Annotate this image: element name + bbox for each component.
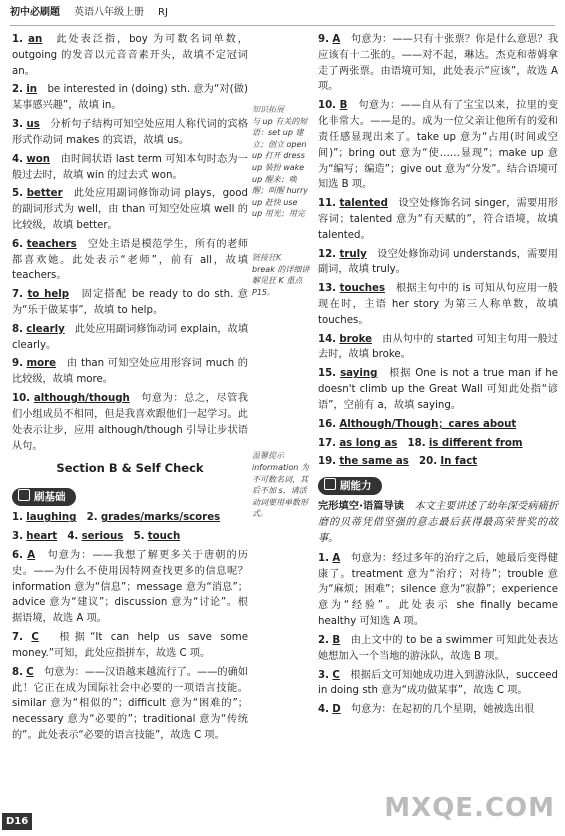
- answer-entry: [12, 82, 248, 114]
- entry-answer: teachers: [26, 238, 77, 250]
- entry-answer: better: [26, 188, 63, 200]
- answer-entry: [318, 668, 558, 700]
- answer-entry: [12, 665, 248, 744]
- entry-explanation: 句意为：——我想了解更多关于唐朝的历史。——为什么不使用因特网查找更多的信息呢？information 意为“信息”；message 意为“消息”；advice 意为“建议”；discussion 意为“讨论”。根据语境，故选 A 项。: [12, 550, 248, 625]
- entry-answer: an: [28, 34, 43, 45]
- entry-explanation: 句意为：在起初的几个星期，她被选出很: [350, 704, 535, 716]
- right-column: [318, 32, 558, 721]
- entry-number: 7.: [12, 632, 23, 644]
- entry-answer: A: [27, 550, 36, 562]
- short-answer-row: [318, 436, 558, 452]
- entry-explanation: 由时间状语 last term 可知本句时态为一般过去时，故填 win 的过去式 won。: [12, 153, 248, 181]
- entry-answer: is different from: [428, 437, 523, 449]
- answer-entry: [318, 702, 558, 718]
- section-title: Section B & Self Check: [56, 461, 204, 476]
- entry-number: 9.: [12, 358, 23, 370]
- entry-number: 6.: [12, 238, 23, 250]
- entry-answer: touch: [147, 531, 181, 543]
- entry-number: 7.: [12, 289, 23, 301]
- page-header: [10, 4, 555, 22]
- entry-number: 20.: [419, 456, 438, 468]
- book-title: 初中必刷题: [10, 7, 60, 19]
- entry-answer: broke: [339, 333, 373, 345]
- answer-entry: [12, 356, 248, 388]
- entry-answer: truly: [339, 248, 367, 260]
- entry-answer: Although/Though；cares about: [339, 418, 517, 430]
- answer-entry: [12, 32, 248, 79]
- answer-entry: [318, 247, 558, 279]
- entry-number: 13.: [318, 283, 337, 295]
- book-edition: RJ: [158, 7, 168, 19]
- entry-number: 19.: [318, 456, 337, 468]
- entry-number: 16.: [318, 418, 337, 430]
- entry-explanation: 根据后文可知她成功进入到游泳队，succeed in doing sth 意为“成功做某事”，故选 C 项。: [318, 669, 559, 697]
- book-subject: 英语八年级上册: [74, 7, 144, 19]
- tip-expand-body: 与 up 有关的短语：set up 建立；创立 open up 打开 dress up 装扮 wake up 醒来；唤醒；叫醒 hurry up 赶快 use up 用光；用完: [252, 116, 308, 219]
- short-answer-row: [12, 529, 248, 545]
- entry-answer: talented: [339, 198, 388, 210]
- entry-number: 2.: [318, 634, 329, 646]
- answer-entry: [318, 196, 558, 243]
- entry-answer: as long as: [339, 437, 398, 449]
- entry-number: 3.: [318, 669, 329, 681]
- tag-label: 刷基础: [34, 491, 66, 504]
- tip-expand-head: 知识拓展: [252, 105, 284, 114]
- entry-number: 1.: [318, 552, 329, 564]
- answer-entry: [318, 332, 558, 364]
- pen-icon: [324, 478, 336, 490]
- tip-link-body: break 的详细讲解见狂 K 重点 P15。: [252, 264, 310, 297]
- page-number: D16: [2, 813, 32, 831]
- entry-answer: touches: [339, 283, 386, 295]
- entry-explanation: 句意为：——只有十张票？你是什么意思？我应该有十二张的。——对不起，琳达。杰克和蒂姆拿走了两张票。由语境可知，此处表示“应该”，故选 A 项。: [318, 34, 559, 93]
- answer-entry: [12, 186, 248, 233]
- entry-explanation: 句意为：总之，尽管我们小组成员不相同，但是我喜欢跟他们一起学习。此处表示让步，应用 although/though 引导让步状语从句。: [12, 393, 248, 452]
- tip-warm-body: information 为不可数名词，其后不加 s，请活动词要用单数形式。: [252, 462, 309, 519]
- entry-answer: A: [332, 34, 341, 45]
- entry-answer: B: [339, 100, 348, 112]
- entry-number: 15.: [318, 368, 337, 380]
- entry-answer: more: [26, 358, 57, 370]
- entry-answer: although/though: [33, 393, 130, 405]
- entry-number: 8.: [12, 666, 23, 678]
- entry-explanation: 此处应用副词修饰动词 plays，good 的副词形式为 well，由 than 可知空处应填 well 的比较级，故填 better。: [12, 188, 248, 231]
- entry-explanation: 由从句中的 started 可知主句用一般过去时，故填 broke。: [318, 333, 558, 361]
- entry-number: 14.: [318, 333, 337, 345]
- entry-answer: clearly: [26, 323, 65, 335]
- entry-explanation: 空处主语是模范学生，所有的老师都喜欢她。此处表示“老师”，前有 all，故填 teachers。: [12, 238, 249, 282]
- answer-entry: [12, 152, 248, 184]
- answer-entry: [12, 391, 248, 454]
- answer-entry: [12, 322, 248, 354]
- tip-link-head: 链接狂K: [252, 252, 282, 262]
- entry-number: 4.: [318, 704, 329, 716]
- answer-entry: [318, 98, 558, 193]
- entry-answer: serious: [81, 531, 124, 543]
- answer-entry: [318, 281, 558, 328]
- entry-number: 5.: [133, 531, 145, 543]
- entry-answer: grades/marks/scores: [100, 512, 221, 524]
- entry-answer: saying: [340, 368, 378, 380]
- watermark: MXQE.COM: [384, 792, 555, 823]
- answer-entry: [12, 630, 248, 662]
- short-answer-row: [318, 454, 558, 470]
- header-divider: [10, 25, 555, 26]
- tip-warm-head: 温馨提示: [252, 451, 284, 461]
- entry-number: 3.: [12, 531, 23, 543]
- entry-explanation: be interested in (doing) sth. 意为“对(做)某事感兴趣”，故填 in。: [12, 84, 248, 112]
- entry-answer: us: [26, 119, 40, 131]
- entry-answer: in: [26, 84, 38, 96]
- entry-explanation: 句意为：——自从有了宝宝以来，拉里的变化非常大。——是的。成为一位父亲让他所有的爱和责任感显现出来了。take up 意为“占用(时间或空间)”；bring out 意为“使……显现”；make up 意为“编写；编造”；give out 意为“分发”。结合语境可知选 B 项。: [318, 100, 559, 191]
- entry-answer: to help: [27, 289, 70, 301]
- entry-explanation: 由上文中的 to be a swimmer 可知此处表达她想加入一个当地的游泳队，故选 B 项。: [318, 634, 559, 662]
- entry-answer: C: [26, 666, 34, 678]
- entry-answer: laughing: [26, 512, 77, 524]
- entry-explanation: 句意为：经过多年的治疗之后，她最后变得健康了。treatment 意为“治疗；对待”；trouble 意为“麻烦；困难”；silence 意为“寂静”；experience 意为“经验”。此处表示 she finally became healthy 可知选 A 项。: [318, 552, 558, 628]
- entry-explanation: 固定搭配 be ready to do sth. 意为“乐于做某事”，故填 to help。: [12, 289, 248, 316]
- entry-number: 6.: [12, 550, 23, 562]
- entry-explanation: 根据 One is not a true man if he doesn't climb up the Great Wall 可知此处指“谚语”，空前有 a，故填 saying。: [318, 368, 558, 411]
- entry-explanation: 句意为：——汉语越来越流行了。——的确如此！它正在成为国际社会中必要的一项语言技能。similar 意为“相似的”；difficult 意为“困难的”；necessary 意为“必要的”；traditional 意为“传统的”。此处表示“必要的语言技能”，故选 C 项。: [12, 666, 249, 741]
- entry-answer: C: [31, 632, 39, 644]
- answer-entry: [318, 32, 558, 95]
- entry-number: 17.: [318, 437, 337, 449]
- reading-intro: [318, 499, 558, 546]
- entry-answer: D: [332, 704, 341, 716]
- entry-explanation: 根据“It can help us save some money.”可知，此处应指拼车，故选 C 项。: [12, 632, 248, 659]
- entry-number: 4.: [12, 153, 23, 165]
- entry-number: 12.: [318, 248, 337, 260]
- short-answer-row: [318, 417, 558, 433]
- answer-entry: [318, 633, 558, 665]
- entry-number: 9.: [318, 34, 329, 45]
- answer-entry: [318, 366, 558, 413]
- entry-number: 18.: [407, 437, 426, 449]
- basic-tag: [12, 488, 76, 506]
- margin-notes: [252, 32, 310, 520]
- entry-answer: C: [332, 669, 340, 681]
- entry-answer: heart: [26, 531, 58, 543]
- answer-entry: [12, 117, 248, 149]
- answer-entry: [318, 551, 558, 630]
- entry-number: 1.: [12, 512, 23, 524]
- entry-answer: B: [332, 634, 341, 646]
- answer-entry: [12, 237, 248, 284]
- entry-explanation: 设空处修饰名词 singer，需要用形容词；talented 意为“有天赋的”，符合语境，故填 talented。: [318, 198, 558, 241]
- entry-number: 8.: [12, 323, 23, 335]
- intro-text: 本文主要讲述了幼年深受病痛折磨的贝蒂凭借坚强的意志最后获得最高荣誉奖的故事。: [318, 501, 559, 545]
- left-column: [12, 32, 248, 747]
- entry-number: 5.: [12, 188, 23, 200]
- entry-explanation: 分析句子结构可知空处应用人称代词的宾格形式作动词 makes 的宾语，故填 us。: [12, 119, 248, 146]
- ability-tag: [318, 477, 382, 495]
- entry-answer: won: [26, 153, 51, 165]
- entry-explanation: 根据主句中的 is 可知从句应用一般现在时，主语 her story 为第三人称单数，故填 touches。: [318, 283, 558, 326]
- entry-number: 3.: [12, 119, 23, 131]
- entry-explanation: 设空处修饰动词 understands，需要用副词，故填 truly。: [318, 248, 558, 276]
- entry-explanation: 此处应用副词修饰动词 explain，故填 clearly。: [12, 323, 249, 351]
- entry-answer: A: [332, 552, 341, 564]
- tag-label: 刷能力: [340, 480, 372, 493]
- entry-number: 1.: [12, 34, 23, 45]
- pen-icon: [18, 489, 30, 501]
- entry-number: 4.: [67, 531, 79, 543]
- entry-number: 10.: [12, 393, 31, 405]
- short-answer-row: [12, 510, 248, 526]
- entry-number: 10.: [318, 100, 337, 112]
- entry-number: 11.: [318, 198, 337, 210]
- entry-number: 2.: [12, 84, 23, 96]
- entry-answer: the same as: [339, 456, 409, 468]
- entry-answer: In fact: [440, 456, 478, 468]
- intro-head: 完形填空·语篇导读: [318, 501, 405, 513]
- answer-entry: [12, 287, 248, 319]
- answer-entry: [12, 548, 248, 627]
- entry-number: 2.: [86, 512, 98, 524]
- entry-explanation: 此处表泛指，boy 为可数名词单数，outgoing 的发音以元音音素开头，故填不定冠词 an。: [12, 34, 248, 77]
- entry-explanation: 由 than 可知空处应用形容词 much 的比较级，故填 more。: [12, 358, 248, 386]
